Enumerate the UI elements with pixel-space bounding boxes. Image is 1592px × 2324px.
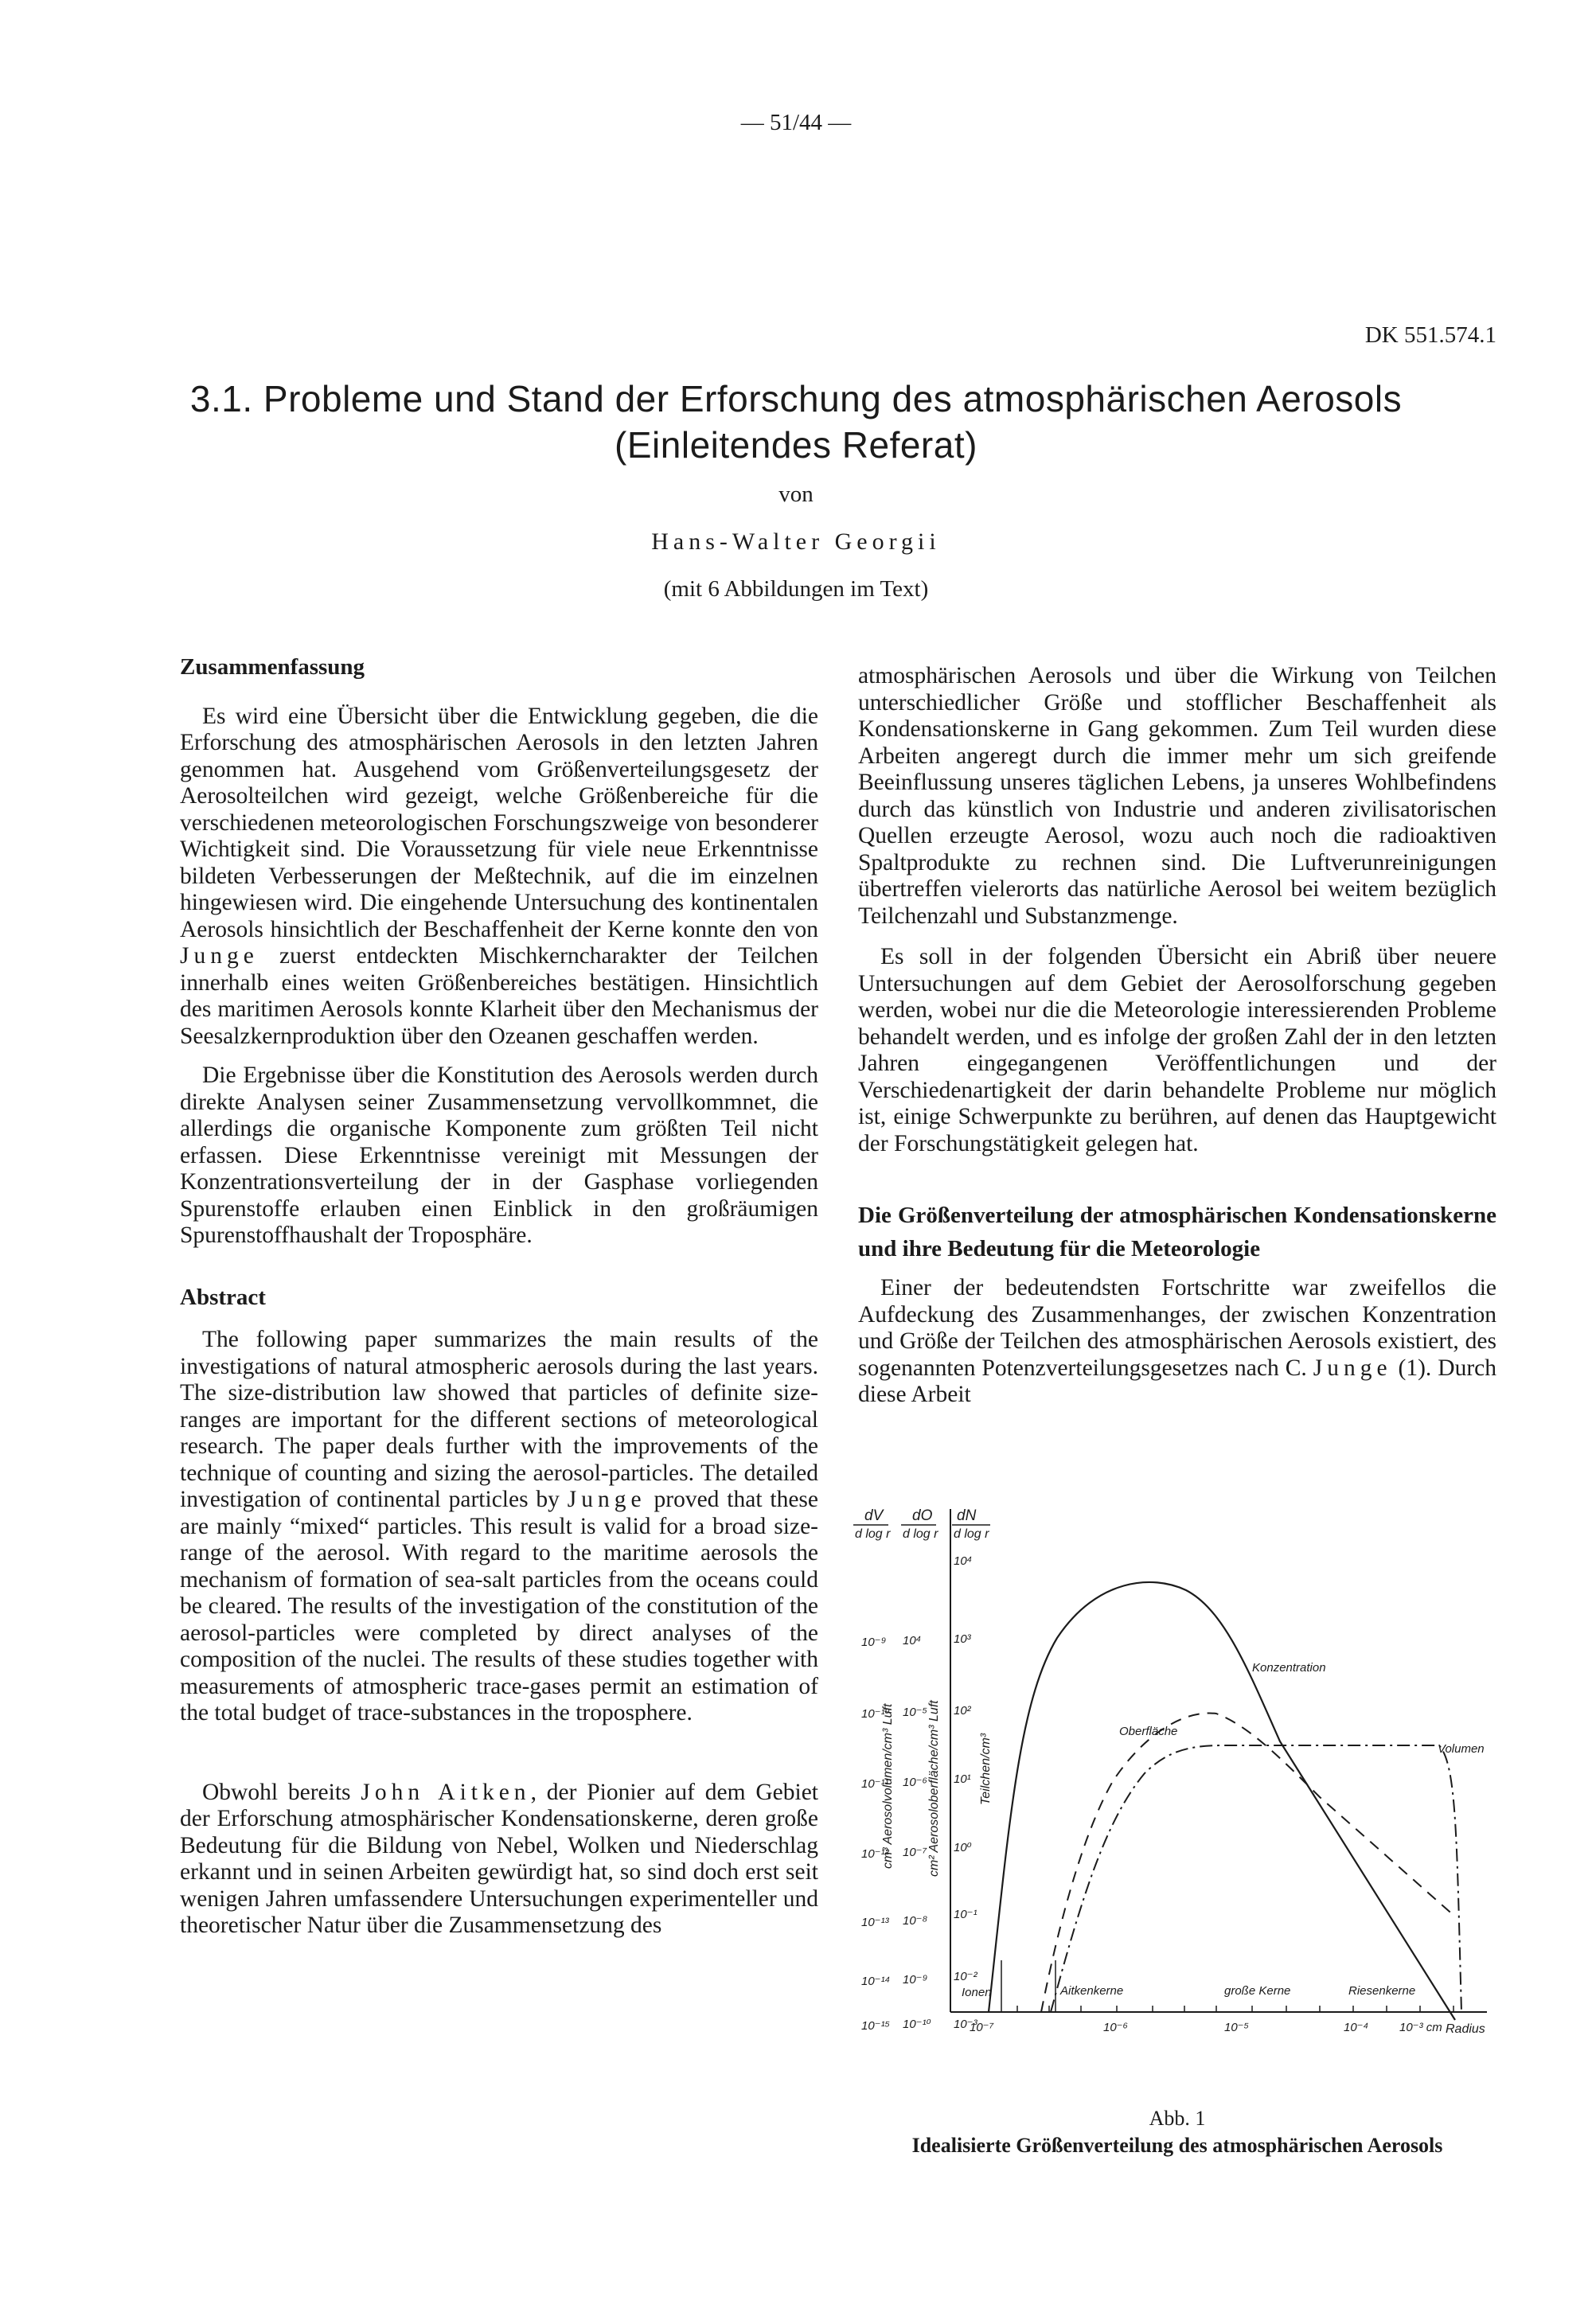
axis3-tick-1: 10³ xyxy=(954,1632,971,1646)
region-label-grosse-kerne: große Kerne xyxy=(1224,1984,1291,1998)
axis3-tick-7: 10⁻³ xyxy=(954,2018,977,2031)
x-tick-4: 10⁻³ cm xyxy=(1399,2021,1442,2034)
left-column xyxy=(180,654,818,1940)
axis1-tick-2: 10⁻¹¹ xyxy=(861,1777,889,1791)
axis2-tick-0: 10⁴ xyxy=(903,1634,922,1647)
axis1-tick-3: 10⁻¹² xyxy=(861,1847,889,1861)
curve-oberflaeche xyxy=(1041,1713,1455,2012)
intro-text-a: Obwohl bereits xyxy=(202,1779,351,1805)
axis3-tick-0: 10⁴ xyxy=(954,1554,973,1568)
by-line: von xyxy=(778,482,814,507)
x-tick-2: 10⁻⁵ xyxy=(1224,2021,1249,2034)
axis3-tick-4: 10⁰ xyxy=(954,1841,972,1854)
region-label-ionen: Ionen xyxy=(962,1986,992,1999)
section-heading: Die Größenverteilung der atmosphärischen Kondensationskerne und ihre Bedeutung für die Meteorologie xyxy=(858,1203,1496,1261)
summary-text-a: Es wird eine Übersicht über die Entwicklung gegeben, die die Erforschung des atmosphärischen Aerosols in den letzten Jahren genommen hat. Ausgehend vom Größenverteilungsgesetz der Aerosolteilchen wird gezeigt, welche Größenbereiche für die verschiedenen meteorologischen Forschungszweige von besonderer Wichtigkeit sind. Die Voraussetzung für viele neue Erkenntnisse bildeten Verbesserungen der Meßtechnik, auf die im einzelnen hingewiesen wird. Die eingehende Untersuchung des kontinentalen Aerosols hinsichtlich der Beschaffenheit der Kerne konnte den von xyxy=(180,703,818,942)
x-tick-marks xyxy=(1017,2006,1453,2012)
curve-konzentration xyxy=(989,1582,1455,2020)
axis1-label: cm³ Aerosolvolumen/cm³ Luft xyxy=(881,1703,895,1869)
x-tick-0: 10⁻⁷ xyxy=(970,2021,994,2034)
region-label-riesenkerne: Riesenkerne xyxy=(1348,1984,1416,1998)
axis2-tick-1: 10⁻⁵ xyxy=(903,1706,927,1719)
label-konzentration: Konzentration xyxy=(1252,1661,1326,1675)
axis1-tick-0: 10⁻⁹ xyxy=(861,1636,887,1649)
right-column xyxy=(858,663,1496,1409)
right-paragraph-3 xyxy=(858,1275,1496,1409)
header-do: dO xyxy=(912,1507,933,1524)
right-paragraph-1: atmosphärischen Aerosols und über die Wirkung von Teilchen unterschiedlicher Größe und stofflicher Beschaffenheit als Kondensationskerne in Gang gekommen. Zum Teil wurden diese Arbeiten angeregt durch die immer mehr um sich greifende Beeinflussung unseres täglichen Lebens, ja unseres Wohlbefindens durch das künstlich von Industrie und anderen zivilisatorischen Quellen erzeugte Aerosol, wozu auch noch die radioaktiven Spaltprodukte zu rechnen sind. Die Luftverunreinigungen übertreffen vielerorts das natürliche Aerosol bei weitem bezüglich Teilchenzahl und Substanzmenge. xyxy=(858,663,1496,929)
axis3-tick-2: 10² xyxy=(954,1704,971,1718)
axis1-tick-5: 10⁻¹⁴ xyxy=(861,1975,891,1988)
header-do-denom: d log r xyxy=(903,1527,938,1541)
article-subtitle: (Einleitendes Referat) xyxy=(615,424,977,466)
axis3-tick-6: 10⁻² xyxy=(954,1970,977,1983)
figures-note: (mit 6 Abbildungen im Text) xyxy=(663,576,929,602)
label-oberflaeche: Oberfläche xyxy=(1119,1725,1178,1738)
x-tick-1: 10⁻⁶ xyxy=(1103,2021,1128,2034)
axis2-tick-3: 10⁻⁷ xyxy=(903,1846,927,1859)
summary-text-b: zuerst entdeckten Mischkerncharakter der Teilchen innerhalb eines weiten Größenbereiches bestätigen. Hinsichtlich des maritimen Aerosols konnte Klarheit über den Mechanismus der Seesalzkernproduktion über den Ozeanen geschaffen werden. xyxy=(180,943,819,1049)
dk-classification: DK 551.574.1 xyxy=(1364,322,1496,348)
p3-text-b: (1). Durch diese Arbeit xyxy=(858,1355,1496,1407)
header-dv-denom: d log r xyxy=(855,1527,891,1541)
region-dividers xyxy=(1001,1960,1055,2012)
header-dv: dV xyxy=(864,1507,884,1524)
header-dn-denom: d log r xyxy=(954,1527,989,1541)
axis2-tick-5: 10⁻⁹ xyxy=(903,1973,928,1987)
article-title: 3.1. Probleme und Stand der Erforschung des atmosphärischen Aerosols xyxy=(189,378,1403,419)
axis1-tick-4: 10⁻¹³ xyxy=(861,1916,889,1929)
curve-volumen xyxy=(1051,1745,1461,2012)
figure-size-distribution xyxy=(850,1503,1496,2115)
abstract-text-a: The following paper summarizes the main results of the investigations of natural atmospheric aerosols during the last years. The size-distribution law showed that particles of definite size-ranges are important for the different sections of meteorological research. The paper deals further with the improvements of the technique of counting and sizing the aerosol-particles. The detailed investigation of continental particles by xyxy=(180,1327,818,1512)
intro-text-b: , der Pionier auf dem Gebiet der Erforschung atmosphärischer Kondensationskerne, deren große Bedeutung für die Bildung von Nebel, Wolken und Niederschlag erkannt und in seinen Arbeiten gewürdigt hat, so sind doch erst seit wenigen Jahren umfassendere Untersuchungen experimenteller und theoretischer Natur über die Zusammensetzung des xyxy=(180,1779,819,1938)
figure-caption-label: Abb. 1 xyxy=(1149,2107,1206,2130)
right-paragraph-2: Es soll in der folgenden Übersicht ein Abriß über neuere Untersuchungen auf dem Gebiet der Aerosolforschung gegeben werden, wobei nur die die Meteorologie interessierenden Probleme behandelt werden, und es infolge der großen Zahl der in den letzten Jahren eingegangenen Veröffentlichungen und der Verschiedenartigkeit der darin behandelte Probleme nur möglich ist, einige Schwerpunkte zu berühren, auf denen das Hauptgewicht der Forschungstätigkeit gelegen hat. xyxy=(858,944,1496,1156)
p3-text-a: Einer der bedeutendsten Fortschritte war zweifellos die Aufdeckung des Zusammenhanges, der zwischen Konzentration und Größe der Teilchen des atmosphärischen Aerosols existiert, des sogenannten Potenzverteilungsgesetzes nach C. xyxy=(858,1275,1496,1381)
region-label-aitkenkerne: Aitkenkerne xyxy=(1060,1984,1124,1998)
axis3-ticks xyxy=(954,1554,978,2031)
axis1-tick-1: 10⁻¹⁰ xyxy=(861,1707,890,1721)
x-axis-label: Radius xyxy=(1446,2022,1485,2036)
abstract-heading: Abstract xyxy=(180,1284,266,1310)
junge-name-right: Junge xyxy=(1313,1355,1392,1381)
author-name: Hans-Walter Georgii xyxy=(651,528,941,555)
summary-paragraph-1 xyxy=(180,704,818,1051)
axis1-tick-6: 10⁻¹⁵ xyxy=(861,2019,890,2033)
junge-name-abstract: Junge xyxy=(567,1487,646,1512)
label-volumen: Volumen xyxy=(1438,1742,1485,1756)
page-number: — 51/44 — xyxy=(740,110,852,135)
axis3-tick-5: 10⁻¹ xyxy=(954,1908,977,1921)
summary-paragraph-2: Die Ergebnisse über die Konstitution des Aerosols werden durch direkte Analysen seiner Zusammensetzung vervollkommnet, die allerdings die organische Komponente zum größten Teil nicht erfassen. Diese Erkenntnisse vereinigt mit Messungen der Konzentrationsverteilung der in der Gasphase vorliegenden Spurenstoffe erlauben einen Einblick in den großräumigen Spurenstoffhaushalt der Troposphäre. xyxy=(180,1063,818,1248)
summary-heading: Zusammenfassung xyxy=(180,654,365,680)
x-tick-3: 10⁻⁴ xyxy=(1344,2021,1369,2034)
axis2-label: cm² Aerosoloberfläche/cm³ Luft xyxy=(927,1700,941,1877)
figure-caption-text: Idealisierte Größenverteilung des atmosphärischen Aerosols xyxy=(911,2134,1443,2157)
axis2-tick-2: 10⁻⁶ xyxy=(903,1776,927,1789)
axis3-label: Teilchen/cm³ xyxy=(979,1733,993,1805)
intro-paragraph xyxy=(180,1780,818,1940)
axis2-tick-6: 10⁻¹⁰ xyxy=(903,2018,931,2031)
junge-name: Junge xyxy=(180,943,259,969)
figure-svg xyxy=(850,1503,1496,2115)
header-dn: dN xyxy=(957,1507,977,1524)
aitken-name: John Aitken xyxy=(361,1779,531,1805)
axis3-tick-3: 10¹ xyxy=(954,1772,971,1786)
abstract-paragraph xyxy=(180,1327,818,1727)
abstract-text-b: proved that these are mainly “mixed“ particles. This result is valid for a broad size-range of the aerosol. With regard to the maritime aerosols the mechanism of formation of sea-salt particles from the oceans could be cleared. The results of the investigation of the constitution of the aerosol-particles were completed by direct analyses of the composition of the nuclei. The results of these studies together with measurements of atmospheric trace-gases permit an estimation of the total budget of trace-substances in the troposphere. xyxy=(180,1487,818,1725)
axis2-tick-4: 10⁻⁸ xyxy=(903,1914,928,1928)
